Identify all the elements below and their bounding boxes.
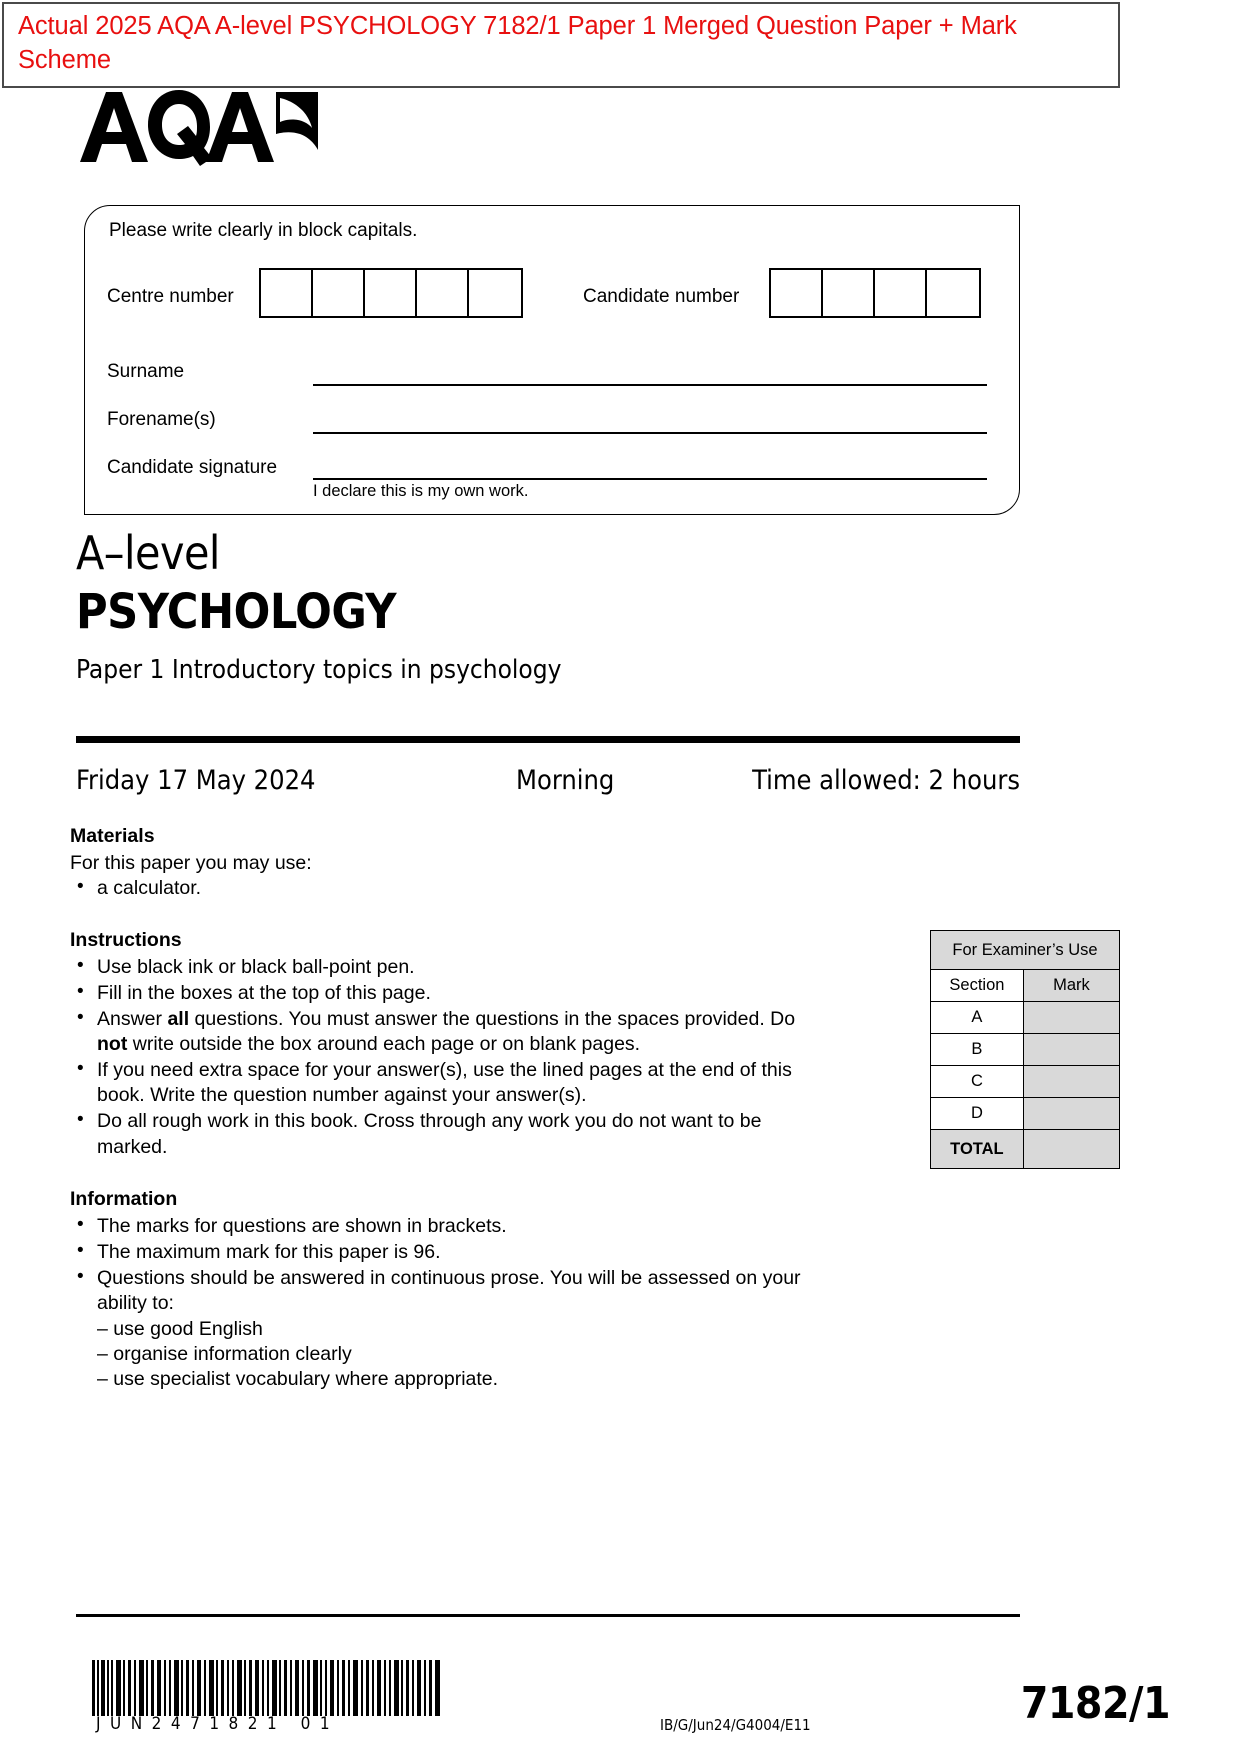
list-item: • Fill in the boxes at the top of this page. xyxy=(70,981,810,1006)
information-subitem: – use good English xyxy=(97,1317,263,1340)
candidate-number-cell-2[interactable] xyxy=(823,270,875,316)
candidate-number-cell-3[interactable] xyxy=(875,270,927,316)
list-item: • The maximum mark for this paper is 96. xyxy=(70,1240,810,1265)
examiner-use-table xyxy=(930,930,1120,1169)
table-row xyxy=(931,1098,1120,1130)
list-item: • Questions should be answered in continuous prose. You will be assessed on your ability to: xyxy=(70,1266,810,1316)
candidate-signature-input[interactable] xyxy=(313,478,987,480)
list-item: • The marks for questions are shown in brackets. xyxy=(70,1214,810,1239)
centre-number-label: Centre number xyxy=(107,286,234,307)
block-capitals-instruction: Please write clearly in block capitals. xyxy=(109,220,418,241)
exam-session: Morning xyxy=(516,765,615,796)
candidate-signature-label: Candidate signature xyxy=(107,457,278,478)
information-list xyxy=(70,1214,810,1316)
information-heading: Information xyxy=(70,1187,178,1210)
list-item: • Do all rough work in this book. Cross through any work you do not want to be marked. xyxy=(70,1109,810,1159)
instructions-heading: Instructions xyxy=(70,929,182,952)
banner-title: Actual 2025 AQA A-level PSYCHOLOGY 7182/1 Paper 1 Merged Question Paper + Mark Scheme xyxy=(18,12,1017,74)
table-row xyxy=(931,970,1120,1002)
table-row xyxy=(931,1002,1120,1034)
table-row xyxy=(931,931,1120,970)
footer-divider-rule xyxy=(76,1614,1020,1617)
section-label-d: D xyxy=(931,1098,1024,1130)
instructions-list xyxy=(70,955,810,1159)
list-item: • Answer all questions. You must answer the questions in the spaces provided. Do not write outside the box around each page or on blank pages. xyxy=(70,1007,810,1057)
mark-cell-c[interactable] xyxy=(1023,1066,1119,1098)
table-row xyxy=(931,1066,1120,1098)
subject-title: PSYCHOLOGY xyxy=(76,583,396,640)
list-item: • a calculator. xyxy=(70,876,810,901)
barcode-image xyxy=(92,1660,440,1716)
title-divider-rule xyxy=(76,736,1020,743)
declaration-text: I declare this is my own work. xyxy=(313,482,529,500)
centre-number-cell-1[interactable] xyxy=(261,270,313,316)
information-subitem: – use specialist vocabulary where appropriate. xyxy=(97,1367,499,1390)
candidate-number-label: Candidate number xyxy=(583,286,740,307)
table-row xyxy=(931,1034,1120,1066)
exam-time-allowed: Time allowed: 2 hours xyxy=(752,765,1020,796)
candidate-number-input[interactable] xyxy=(769,268,981,318)
candidate-number-cell-1[interactable] xyxy=(771,270,823,316)
exam-title-block xyxy=(76,528,1026,685)
instructions-column xyxy=(70,824,810,1392)
total-mark-cell[interactable] xyxy=(1023,1130,1119,1169)
examiner-table-title: For Examiner’s Use xyxy=(931,931,1120,970)
centre-number-cell-5[interactable] xyxy=(469,270,521,316)
paper-subtitle: Paper 1 Introductory topics in psychology xyxy=(76,655,562,686)
section-label-c: C xyxy=(931,1066,1024,1098)
mark-cell-b[interactable] xyxy=(1023,1034,1119,1066)
section-label-b: B xyxy=(931,1034,1024,1066)
centre-number-input[interactable] xyxy=(259,268,523,318)
column-header-mark: Mark xyxy=(1023,970,1119,1002)
information-subitem: – organise information clearly xyxy=(97,1342,352,1365)
surname-label: Surname xyxy=(107,361,185,382)
document-reference-code: IB/G/Jun24/G4004/E11 xyxy=(660,1716,811,1734)
total-label: TOTAL xyxy=(931,1130,1024,1169)
centre-number-cell-4[interactable] xyxy=(417,270,469,316)
exam-date: Friday 17 May 2024 xyxy=(76,765,316,796)
list-item: • Use black ink or black ball-point pen. xyxy=(70,955,810,980)
barcode-digits: JUN2471821 01 xyxy=(96,1714,340,1734)
forename-input[interactable] xyxy=(313,432,987,434)
centre-number-cell-2[interactable] xyxy=(313,270,365,316)
forename-label: Forename(s) xyxy=(107,409,216,430)
materials-heading: Materials xyxy=(70,825,155,847)
qualification-level: A–level xyxy=(76,526,220,580)
table-row xyxy=(931,1130,1120,1169)
mark-cell-a[interactable] xyxy=(1023,1002,1119,1034)
column-header-section: Section xyxy=(931,970,1024,1002)
surname-input[interactable] xyxy=(313,384,987,386)
materials-intro: For this paper you may use: xyxy=(70,852,312,875)
list-item: • If you need extra space for your answer(s), use the lined pages at the end of this book. Write the question number against your answer(s). xyxy=(70,1058,810,1108)
materials-list xyxy=(70,876,810,901)
header-banner xyxy=(2,2,1120,88)
mark-cell-d[interactable] xyxy=(1023,1098,1119,1130)
aqa-logo xyxy=(76,88,326,168)
candidate-details-box xyxy=(84,205,1020,515)
candidate-number-cell-4[interactable] xyxy=(927,270,979,316)
section-label-a: A xyxy=(931,1002,1024,1034)
centre-number-cell-3[interactable] xyxy=(365,270,417,316)
paper-code: 7182/1 xyxy=(1020,1678,1170,1729)
